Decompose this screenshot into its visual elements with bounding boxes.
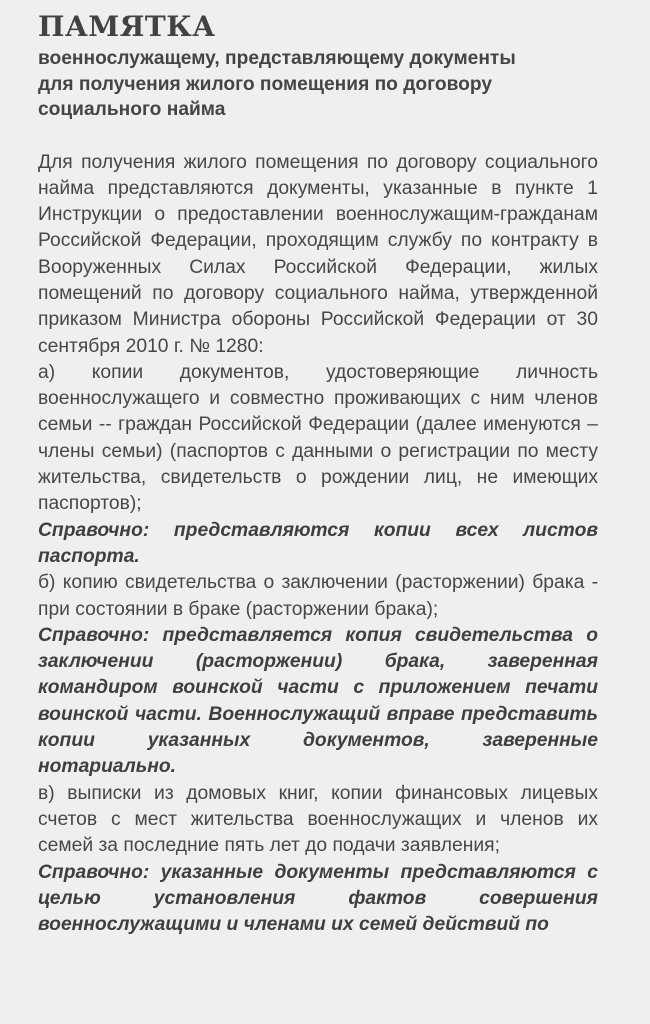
- note-c-paragraph: Справочно: указанные документы представляются с целью установления фактов совершения военнослужащими и членами их семей действий по: [38, 861, 598, 936]
- memo-title: ПАМЯТКА: [38, 10, 216, 43]
- memo-subtitle: [38, 46, 598, 123]
- note-b-paragraph: Справочно: представляется копия свидетельства о заключении (расторжении) брака, заверенная командиром воинской части с приложением печати воинской части. Военнослужащий вправе представить копии указанных документов, заверенные нотариально.: [38, 624, 598, 778]
- intro-paragraph: Для получения жилого помещения по договору социального найма представляются документы, указанные в пункте 1 Инструкции о предоставлении военнослужащим-гражданам Российской Федерации, проходящим службу по контракту в Вооруженных Силах Российской Федерации, жилых помещений по договору социального найма, утвержденной приказом Министра обороны Российской Федерации от 30 сентября 2010 г. № 1280:: [38, 151, 598, 357]
- note-a-paragraph: Справочно: представляются копии всех листов паспорта.: [38, 519, 598, 567]
- subtitle-line: для получения жилого помещения по договору: [38, 73, 492, 95]
- item-a-paragraph: а) копии документов, удостоверяющие личность военнослужащего и совместно проживающих с ним членов семьи -- граждан Российской Федерации (далее именуются – члены семьи) (паспортов с данными о регистрации по месту жительства, свидетельств о рождении лиц, не имеющих паспортов);: [38, 361, 598, 515]
- item-b-paragraph: б) копию свидетельства о заключении (расторжении) брака - при состоянии в браке (расторжении брака);: [38, 572, 598, 620]
- subtitle-line: социального найма: [38, 99, 226, 120]
- memo-body: [38, 150, 598, 939]
- item-c-paragraph: в) выписки из домовых книг, копии финансовых лицевых счетов с мест жительства военнослужащих и членов их семей за последние пять лет до подачи заявления;: [38, 782, 598, 857]
- subtitle-line: военнослужащему, представляющему документы: [38, 48, 516, 69]
